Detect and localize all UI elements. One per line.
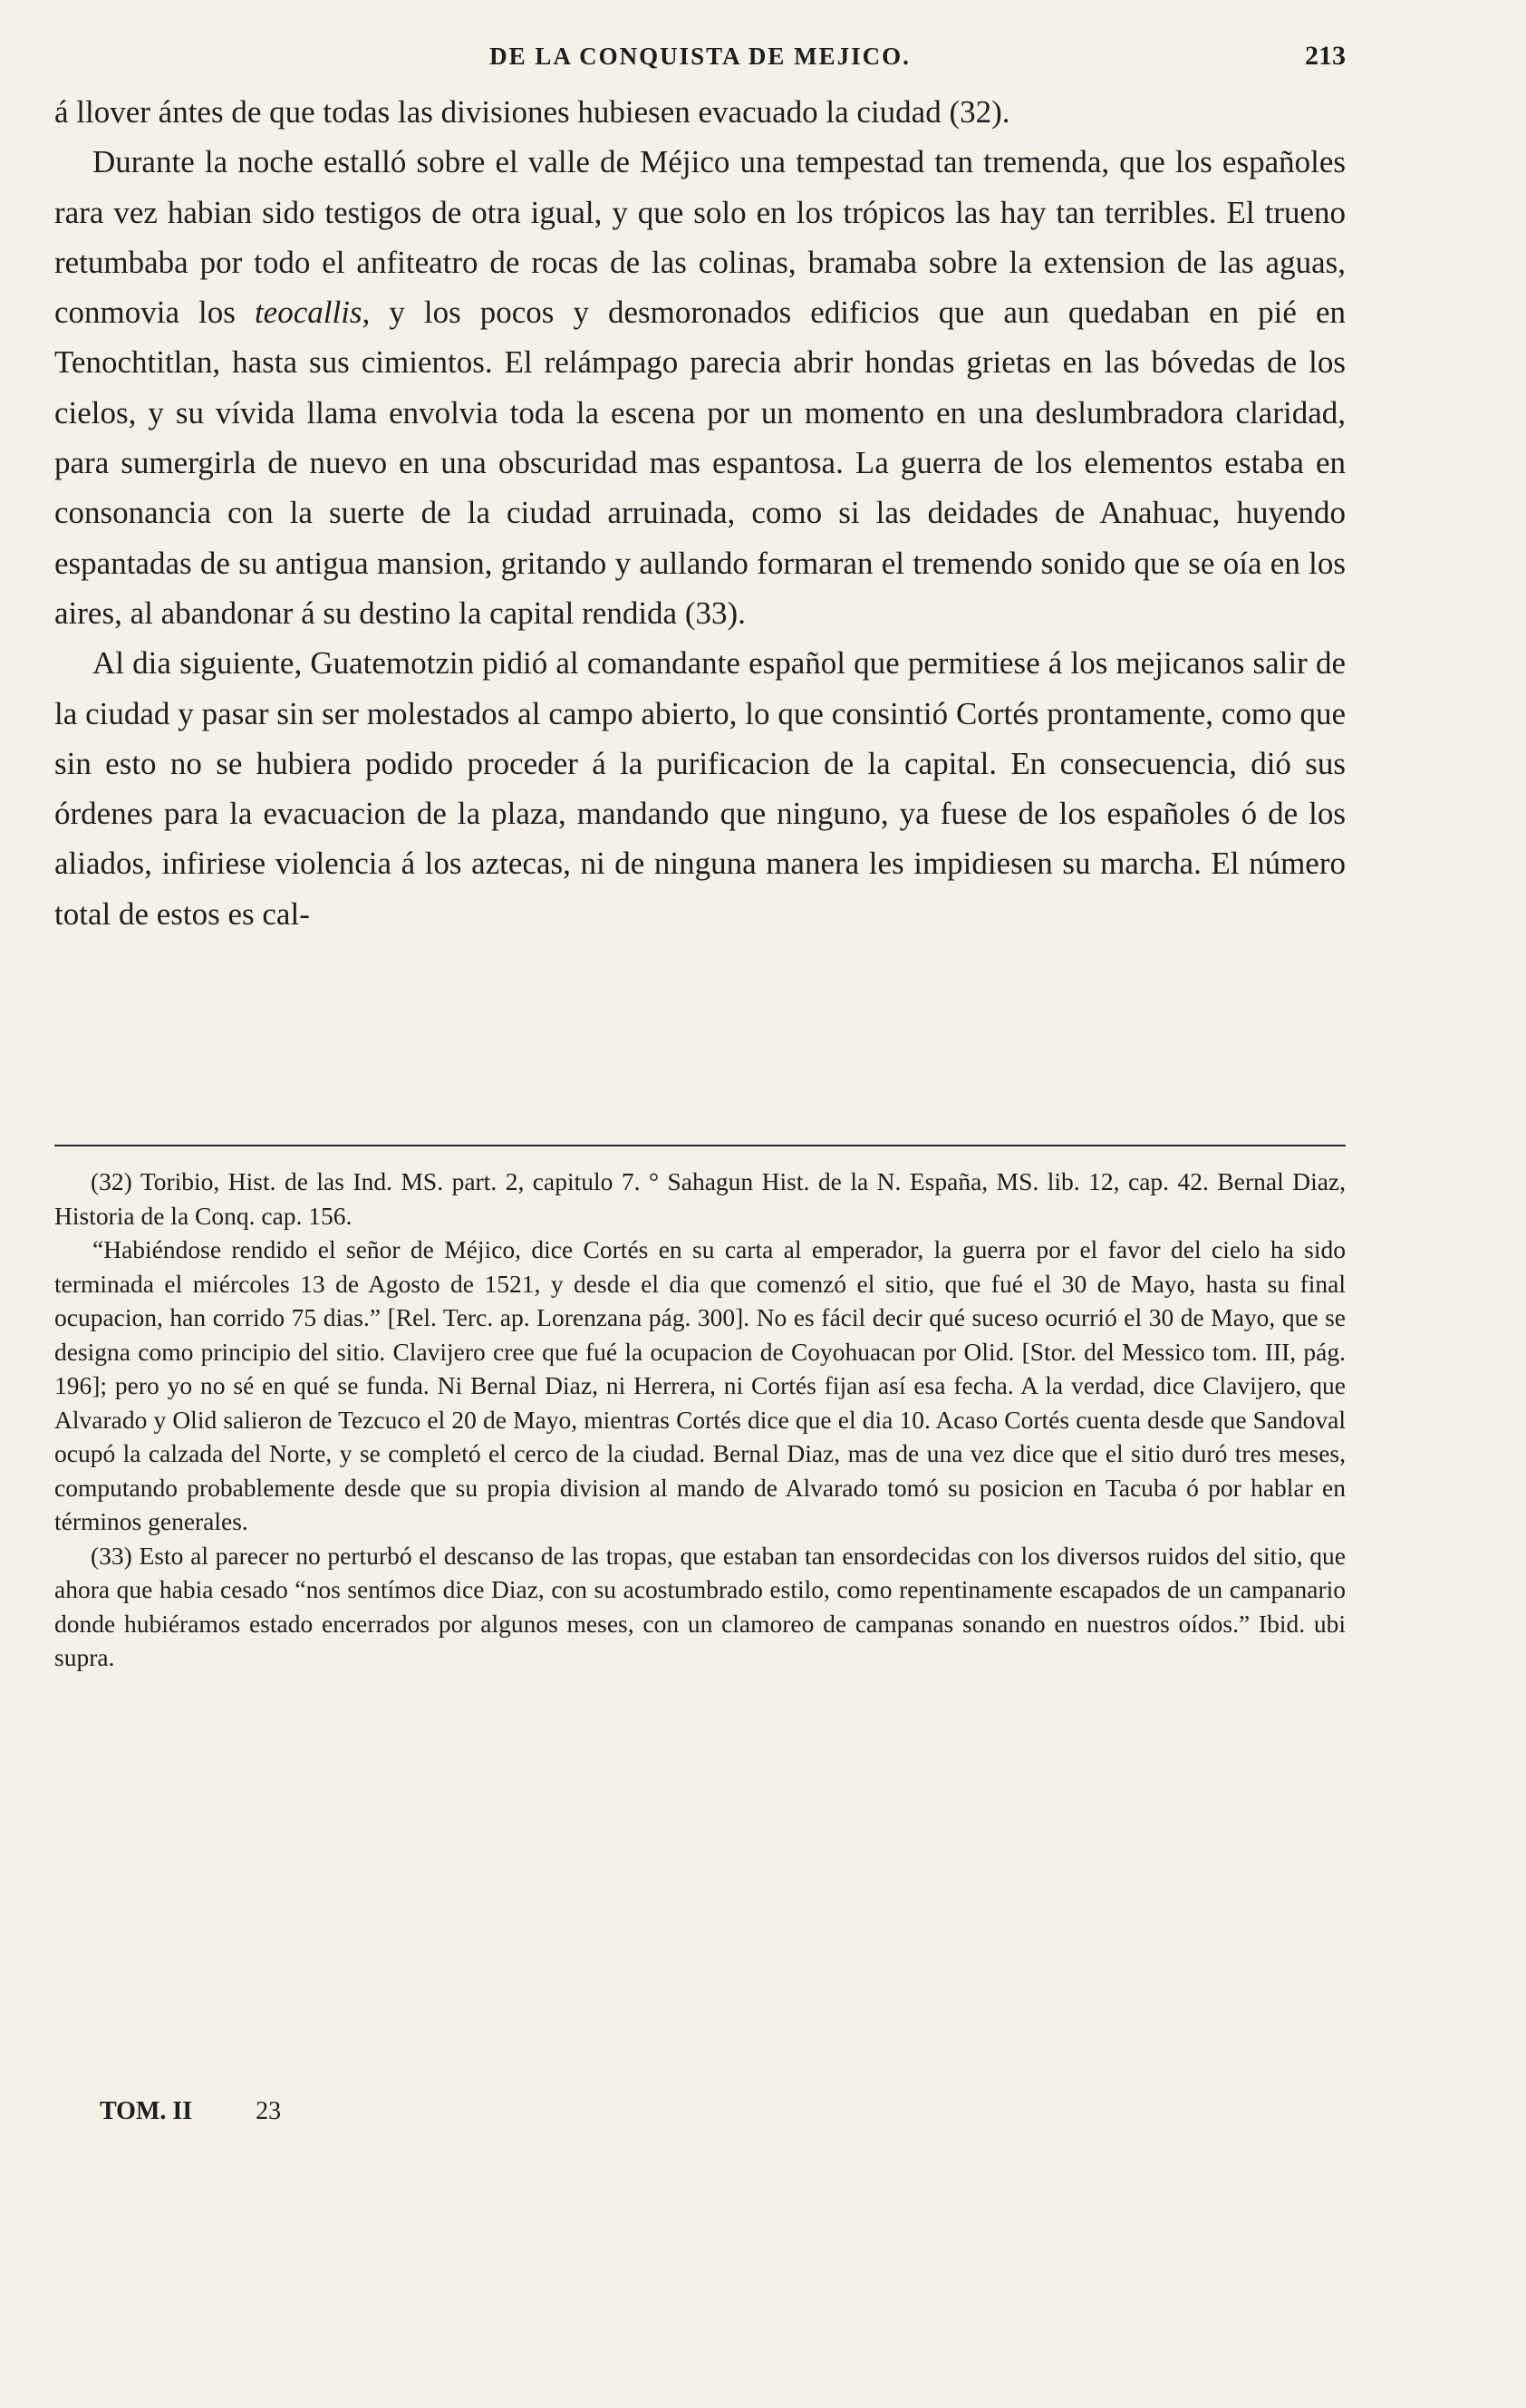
running-head	[54, 38, 1346, 74]
volume-label: TOM. II	[100, 2097, 193, 2125]
footnote-32-number: (32)	[91, 1167, 132, 1195]
signature-number: 23	[256, 2097, 282, 2125]
page-number: 213	[1305, 41, 1346, 71]
paragraph-2-text-a: Durante la noche estalló sobre el valle de Méjico una tempestad tan tremenda, que los españoles rara vez habian sido testigos de otra igual, y que solo en los trópicos las hay tan terribles. El trueno retumbaba por todo el anfiteatro de rocas de las colinas, bramaba sobre la extension de las aguas, conmovia los	[54, 144, 1346, 331]
footnote-32-quote: “Habiéndose rendido el señor de Méjico, dice Cortés en su carta al emperador, la guerra por el favor del cielo ha sido terminada el miércoles 13 de Agosto de 1521, y desde el dia que comenzó el sitio, que fué el 30 de Mayo, hasta su final ocupacion, han corrido 75 dias.” [Rel. Terc. ap. Lorenzana pág. 300]. No es fácil decir qué suceso ocurrió el 30 de Mayo, que se designa como principio del sitio. Clavijero cree que fué la ocupacion de Coyohuacan por Olid. [Stor. del Messico tom. III, pág. 196]; pero yo no sé en qué se funda. Ni Bernal Diaz, ni Herrera, ni Cortés fijan así esa fecha. A la verdad, dice Clavijero, que Alvarado y Olid salieron de Tezcuco el 20 de Mayo, mientras Cortés dice que el dia 10. Acaso Cortés cuenta desde que Sandoval ocupó la calzada del Norte, y se completó el cerco de la ciudad. Bernal Diaz, mas de una vez dice que el sitio duró tres meses, computando probablemente desde que su propia division al mando de Alvarado tomó su posicion en Tacuba ó por hablar en términos generales.	[54, 1235, 1346, 1535]
paragraph-3: Al dia siguiente, Guatemotzin pidió al comandante español que permitiese á los mejicanos salir de la ciudad y pasar sin ser molestados al campo abierto, lo que consintió Cortés prontamente, como que sin esto no se hubiera podido proceder á la purificacion de la capital. En consecuencia, dió sus órdenes para la evacuacion de la plaza, mandando que ninguno, ya fuese de los españoles ó de los aliados, infiriese violencia á los aztecas, ni de ninguna manera les impidiesen su marcha. El número total de estos es cal-	[54, 645, 1346, 932]
footnotes	[54, 1165, 1346, 1675]
footnote-32-text: Toribio, Hist. de las Ind. MS. part. 2, capitulo 7. ° Sahagun Hist. de la N. España, MS. lib. 12, cap. 42. Bernal Diaz, Historia de la Conq. cap. 156.	[54, 1167, 1346, 1230]
footnote-divider	[54, 1145, 1346, 1146]
main-text	[54, 87, 1346, 939]
italic-term: teocallis,	[254, 295, 371, 331]
footnote-33	[54, 1539, 1346, 1675]
footnote-32	[54, 1165, 1346, 1233]
footnote-33-number: (33)	[91, 1541, 132, 1570]
paragraph-2	[54, 137, 1346, 638]
paragraph-1: á llover ántes de que todas las divisiones hubiesen evacuado la ciudad (32).	[54, 94, 1010, 130]
paragraph-2-text-b: y los pocos y desmoronados edificios que aun quedaban en pié en Tenochtitlan, hasta sus cimientos. El relámpago parecia abrir hondas grietas en las bóvedas de los cielos, y su vívida llama envolvia toda la escena por un momento en una deslumbradora claridad, para sumergirla de nuevo en una obscuridad mas espantosa. La guerra de los elementos estaba en consonancia con la suerte de la ciudad arruinada, como si las deidades de Anahuac, huyendo espantadas de su antigua mansion, gritando y aullando formaran el tremendo sonido que se oía en los aires, al abandonar á su destino la capital rendida (33).	[54, 295, 1346, 631]
footnote-33-text: Esto al parecer no perturbó el descanso de las tropas, que estaban tan ensordecidas con los diversos ruidos del sitio, que ahora que habia cesado “nos sentímos dice Diaz, con su acostumbrado estilo, como repentinamente escapados de un campanario donde hubiéramos estado encerrados por algunos meses, con un clamoreo de campanas sonando en nuestros oídos.” Ibid. ubi supra.	[54, 1541, 1346, 1671]
printer-signature	[100, 2095, 281, 2128]
running-title: DE LA CONQUISTA DE MEJICO.	[489, 43, 911, 70]
